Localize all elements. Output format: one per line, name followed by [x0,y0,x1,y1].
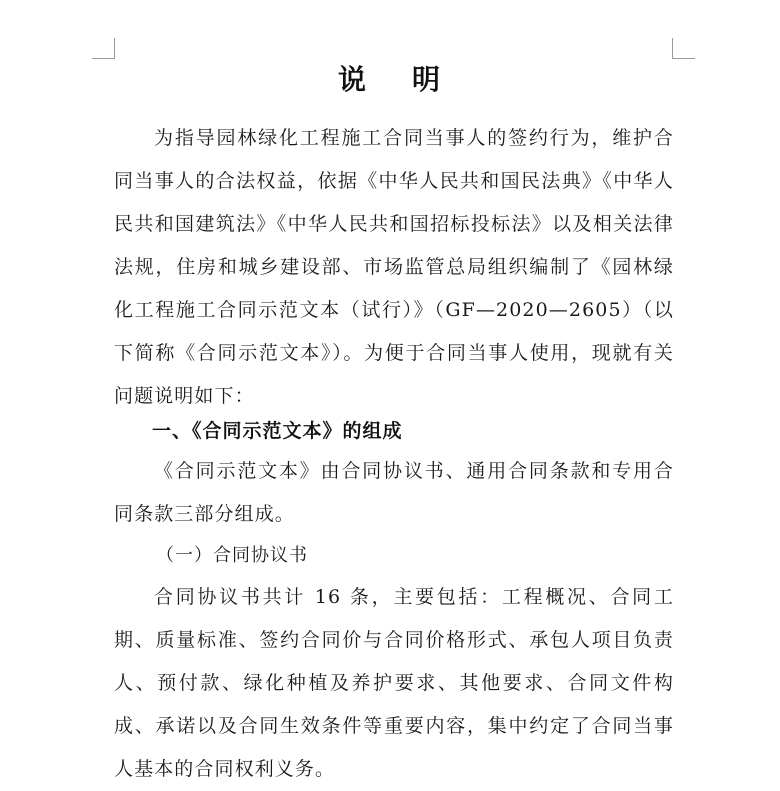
intro-paragraph: 为指导园林绿化工程施工合同当事人的签约行为，维护合同当事人的合法权益，依据《中华人民共和国民法典》《中华人民共和国建筑法》《中华人民共和国招标投标法》以及相关法律法规，住房和城乡建设部、市场监管总局组织编制了《园林绿化工程施工合同示范文本（试行）》（GF—2020—2605）（以下简称《合同示范文本》）。为便于合同当事人使用，现就有关问题说明如下： [114,127,674,407]
section-1-paragraph: 《合同示范文本》由合同协议书、通用合同条款和专用合同条款三部分组成。 [114,460,674,525]
subsection-1-heading: （一）合同协议书 [156,545,308,566]
section-1-body [114,450,674,536]
section-1-heading: 一、《合同示范文本》的组成 [152,420,403,442]
title-char-1: 说 [337,63,368,96]
intro-section [114,117,674,418]
subsection-1-paragraph: 合同协议书共计 16 条，主要包括：工程概况、合同工期、质量标准、签约合同价与合同价格形式、承包人项目负责人、预付款、绿化种植及养护要求、其他要求、合同文件构成、承诺以及合同生效条件等重要内容，集中约定了合同当事人基本的合同权利义务。 [114,586,674,780]
page-corner-mark-top-right [672,38,695,59]
page-title [0,58,780,98]
title-char-2: 明 [412,63,443,96]
subsection-1-body [114,576,674,791]
page-corner-mark-top-left [92,38,115,59]
